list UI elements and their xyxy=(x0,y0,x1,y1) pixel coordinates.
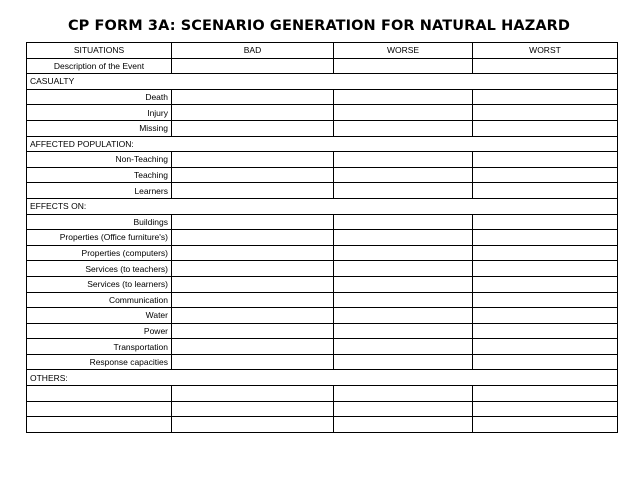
row-label: Response capacities xyxy=(27,354,172,370)
worse-cell[interactable] xyxy=(334,354,473,370)
worse-cell[interactable] xyxy=(334,339,473,355)
table-row xyxy=(27,401,618,417)
row-label: Transportation xyxy=(27,339,172,355)
worse-cell[interactable] xyxy=(334,261,473,277)
worst-cell[interactable] xyxy=(473,401,618,417)
worst-cell[interactable] xyxy=(473,308,618,324)
worse-cell[interactable] xyxy=(334,401,473,417)
column-header-worse: WORSE xyxy=(334,43,473,59)
row-label: Properties (Office furniture's) xyxy=(27,230,172,246)
worse-cell[interactable] xyxy=(334,167,473,183)
worst-cell[interactable] xyxy=(473,417,618,433)
table-row xyxy=(27,417,618,433)
bad-cell[interactable] xyxy=(172,354,334,370)
bad-cell[interactable] xyxy=(172,308,334,324)
table-row xyxy=(27,386,618,402)
row-label: Services (to teachers) xyxy=(27,261,172,277)
bad-cell[interactable] xyxy=(172,183,334,199)
table-row xyxy=(27,323,618,339)
worst-cell[interactable] xyxy=(473,89,618,105)
row-label: Learners xyxy=(27,183,172,199)
section-row xyxy=(27,370,618,386)
row-label: Power xyxy=(27,323,172,339)
worst-cell[interactable] xyxy=(473,214,618,230)
worse-cell[interactable] xyxy=(334,183,473,199)
bad-cell[interactable] xyxy=(172,214,334,230)
row-label: Properties (computers) xyxy=(27,245,172,261)
worse-cell[interactable] xyxy=(334,152,473,168)
bad-cell[interactable] xyxy=(172,89,334,105)
worst-cell[interactable] xyxy=(473,58,618,74)
row-label: Injury xyxy=(27,105,172,121)
table-row xyxy=(27,89,618,105)
table-row xyxy=(27,292,618,308)
worst-cell[interactable] xyxy=(473,167,618,183)
worst-cell[interactable] xyxy=(473,183,618,199)
column-header-bad: BAD xyxy=(172,43,334,59)
row-label-blank[interactable] xyxy=(27,386,172,402)
row-label: Services (to learners) xyxy=(27,276,172,292)
worst-cell[interactable] xyxy=(473,339,618,355)
table-row xyxy=(27,152,618,168)
table-row xyxy=(27,167,618,183)
table-row xyxy=(27,230,618,246)
table-row xyxy=(27,58,618,74)
section-label-others: OTHERS: xyxy=(27,370,618,386)
column-header-situations: SITUATIONS xyxy=(27,43,172,59)
worse-cell[interactable] xyxy=(334,89,473,105)
bad-cell[interactable] xyxy=(172,261,334,277)
bad-cell[interactable] xyxy=(172,386,334,402)
worse-cell[interactable] xyxy=(334,308,473,324)
worse-cell[interactable] xyxy=(334,214,473,230)
section-row xyxy=(27,74,618,90)
section-label-effects-on: EFFECTS ON: xyxy=(27,198,618,214)
worse-cell[interactable] xyxy=(334,105,473,121)
table-row xyxy=(27,276,618,292)
bad-cell[interactable] xyxy=(172,152,334,168)
row-label: Non-Teaching xyxy=(27,152,172,168)
form-title: CP FORM 3A: SCENARIO GENERATION FOR NATURAL HAZARD xyxy=(67,18,571,34)
bad-cell[interactable] xyxy=(172,292,334,308)
bad-cell[interactable] xyxy=(172,323,334,339)
worse-cell[interactable] xyxy=(334,292,473,308)
worse-cell[interactable] xyxy=(334,323,473,339)
worst-cell[interactable] xyxy=(473,261,618,277)
table-row xyxy=(27,245,618,261)
worse-cell[interactable] xyxy=(334,386,473,402)
row-label: Water xyxy=(27,308,172,324)
bad-cell[interactable] xyxy=(172,417,334,433)
worst-cell[interactable] xyxy=(473,276,618,292)
table-row xyxy=(27,183,618,199)
worse-cell[interactable] xyxy=(334,120,473,136)
bad-cell[interactable] xyxy=(172,105,334,121)
worst-cell[interactable] xyxy=(473,245,618,261)
row-label: Communication xyxy=(27,292,172,308)
row-label-blank[interactable] xyxy=(27,401,172,417)
row-label-description: Description of the Event xyxy=(27,58,172,74)
section-label-affected-population: AFFECTED POPULATION: xyxy=(27,136,618,152)
worse-cell[interactable] xyxy=(334,230,473,246)
bad-cell[interactable] xyxy=(172,167,334,183)
table-row xyxy=(27,105,618,121)
row-label: Buildings xyxy=(27,214,172,230)
column-header-worst: WORST xyxy=(473,43,618,59)
section-row xyxy=(27,198,618,214)
worst-cell[interactable] xyxy=(473,354,618,370)
table-row xyxy=(27,339,618,355)
bad-cell[interactable] xyxy=(172,245,334,261)
row-label: Teaching xyxy=(27,167,172,183)
worst-cell[interactable] xyxy=(473,292,618,308)
worst-cell[interactable] xyxy=(473,105,618,121)
scenario-table xyxy=(26,42,618,433)
table-row xyxy=(27,214,618,230)
table-row xyxy=(27,354,618,370)
worst-cell[interactable] xyxy=(473,323,618,339)
worse-cell[interactable] xyxy=(334,58,473,74)
worst-cell[interactable] xyxy=(473,230,618,246)
worst-cell[interactable] xyxy=(473,120,618,136)
row-label: Missing xyxy=(27,120,172,136)
bad-cell[interactable] xyxy=(172,276,334,292)
bad-cell[interactable] xyxy=(172,401,334,417)
bad-cell[interactable] xyxy=(172,230,334,246)
worst-cell[interactable] xyxy=(473,152,618,168)
row-label: Death xyxy=(27,89,172,105)
header-row xyxy=(27,43,618,59)
row-label-blank[interactable] xyxy=(27,417,172,433)
bad-cell[interactable] xyxy=(172,339,334,355)
table-row xyxy=(27,308,618,324)
section-label-casualty: CASUALTY xyxy=(27,74,618,90)
worst-cell[interactable] xyxy=(473,386,618,402)
section-row xyxy=(27,136,618,152)
bad-cell[interactable] xyxy=(172,58,334,74)
bad-cell[interactable] xyxy=(172,120,334,136)
worse-cell[interactable] xyxy=(334,276,473,292)
table-row xyxy=(27,120,618,136)
worse-cell[interactable] xyxy=(334,417,473,433)
table-row xyxy=(27,261,618,277)
worse-cell[interactable] xyxy=(334,245,473,261)
